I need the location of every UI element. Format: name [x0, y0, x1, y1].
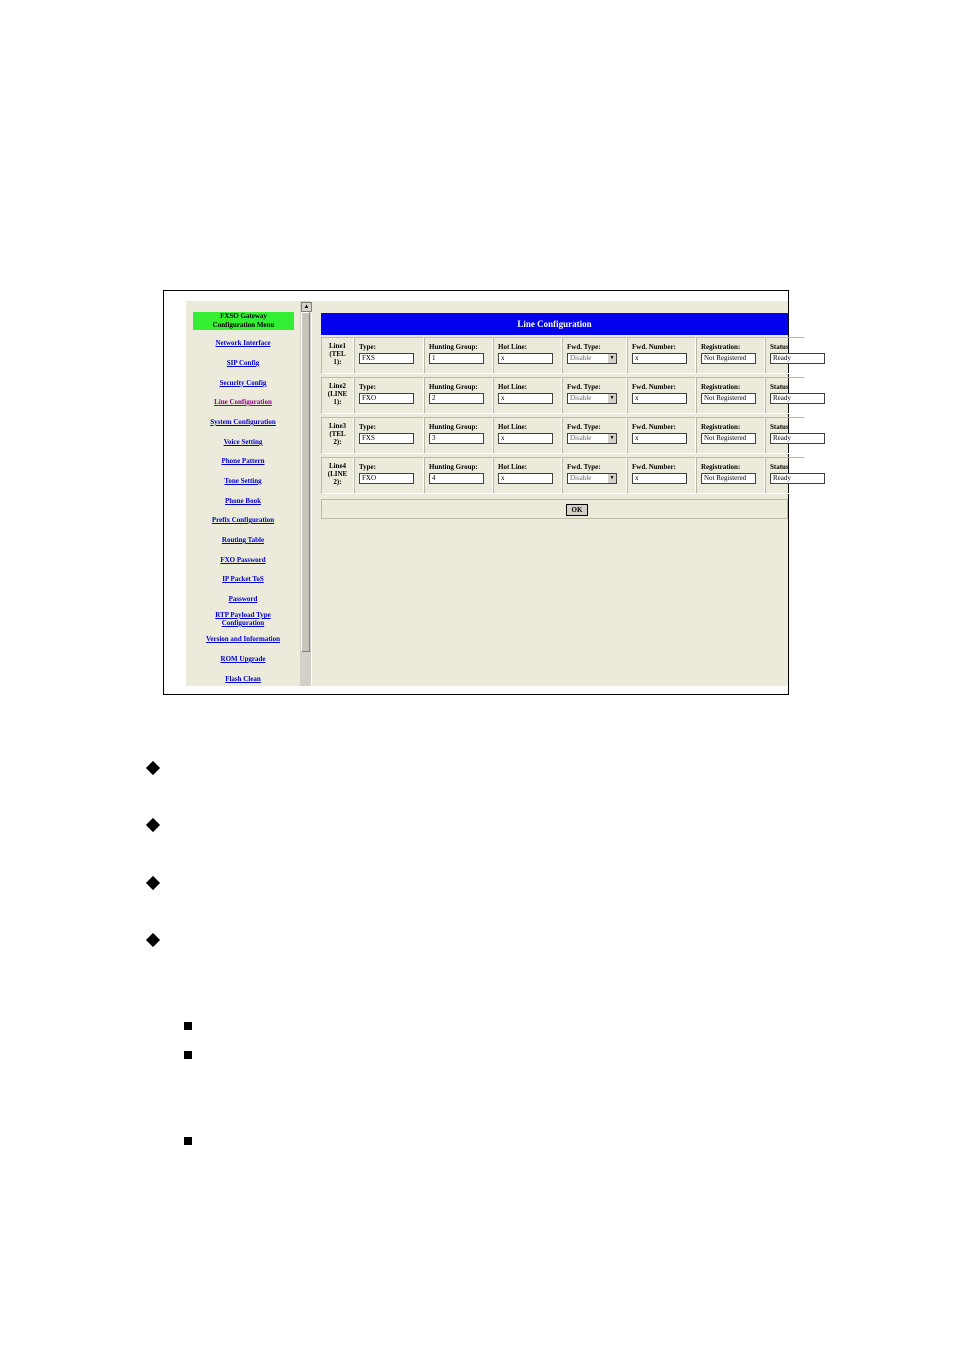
status-input: Ready: [770, 433, 825, 444]
registration-label: Registration:: [701, 463, 741, 471]
ok-button[interactable]: OK: [566, 504, 588, 516]
diamond-bullet-icon: [146, 876, 160, 890]
status-input: Ready: [770, 353, 825, 364]
menu-scrollbar[interactable]: [300, 301, 311, 686]
fwd-type-label: Fwd. Type:: [567, 463, 601, 471]
fwd-number-label: Fwd. Number:: [632, 383, 676, 391]
status-cell: [765, 337, 805, 374]
line-row: [321, 457, 791, 496]
hunting-group-cell: [424, 377, 493, 414]
registration-cell: [696, 457, 765, 494]
screenshot-frame: [163, 290, 789, 695]
registration-input: Not Registered: [701, 473, 756, 484]
diamond-bullet-icon: [146, 761, 160, 775]
fwd-type-select[interactable]: [567, 433, 617, 444]
registration-input: Not Registered: [701, 393, 756, 404]
chevron-down-icon[interactable]: ▼: [609, 356, 615, 361]
hot-line-cell: [493, 417, 562, 454]
hot-line-cell: [493, 457, 562, 494]
fwd-number-label: Fwd. Number:: [632, 343, 676, 351]
hot-line-cell: [493, 337, 562, 374]
chevron-down-icon[interactable]: ▼: [609, 476, 615, 481]
fwd-number-input[interactable]: x: [632, 353, 687, 364]
hot-line-label: Hot Line:: [498, 383, 527, 391]
status-input: Ready: [770, 473, 825, 484]
type-label: Type:: [359, 463, 376, 471]
menu-item-password[interactable]: Password: [228, 595, 258, 603]
fwd-type-label: Fwd. Type:: [567, 383, 601, 391]
hot-line-input[interactable]: x: [498, 353, 553, 364]
menu-item-sip-config[interactable]: SIP Config: [226, 359, 260, 367]
fwd-type-value: Disable: [570, 474, 592, 482]
type-input[interactable]: FXS: [359, 433, 414, 444]
hunting-group-label: Hunting Group:: [429, 463, 478, 471]
fwd-type-cell: [562, 377, 627, 414]
chevron-down-icon[interactable]: ▼: [609, 436, 615, 441]
hot-line-label: Hot Line:: [498, 343, 527, 351]
registration-label: Registration:: [701, 343, 741, 351]
hunting-group-input[interactable]: 2: [429, 393, 484, 404]
status-cell: [765, 457, 805, 494]
menu-item-system-configuration[interactable]: System Configuration: [210, 418, 276, 426]
fwd-type-cell: [562, 417, 627, 454]
registration-cell: [696, 377, 765, 414]
hot-line-input[interactable]: x: [498, 473, 553, 484]
fwd-number-cell: [627, 337, 696, 374]
line-configuration-panel: [312, 301, 791, 686]
type-input[interactable]: FXS: [359, 353, 414, 364]
registration-input: Not Registered: [701, 353, 756, 364]
menu-item-phone-book[interactable]: Phone Book: [225, 497, 261, 505]
line-name: Line2 (LINE 1):: [321, 377, 354, 414]
fwd-type-value: Disable: [570, 354, 592, 362]
line-row: [321, 377, 791, 416]
hunting-group-input[interactable]: 3: [429, 433, 484, 444]
registration-cell: [696, 417, 765, 454]
type-label: Type:: [359, 423, 376, 431]
registration-label: Registration:: [701, 383, 741, 391]
fwd-number-cell: [627, 457, 696, 494]
fwd-number-label: Fwd. Number:: [632, 463, 676, 471]
hot-line-input[interactable]: x: [498, 433, 553, 444]
menu-item-security-config[interactable]: Security Config: [219, 379, 267, 387]
type-cell: [354, 377, 424, 414]
fwd-number-cell: [627, 417, 696, 454]
hot-line-input[interactable]: x: [498, 393, 553, 404]
line-name: Line1 (TEL 1):: [321, 337, 354, 374]
menu-item-rom-upgrade[interactable]: ROM Upgrade: [220, 655, 266, 663]
menu-item-flash-clean[interactable]: Flash Clean: [225, 675, 261, 683]
registration-input: Not Registered: [701, 433, 756, 444]
status-label: Status: [770, 343, 789, 351]
menu-item-version-information[interactable]: Version and Information: [205, 635, 281, 643]
chevron-down-icon[interactable]: ▼: [609, 396, 615, 401]
menu-item-tone-setting[interactable]: Tone Setting: [224, 477, 262, 485]
fwd-type-label: Fwd. Type:: [567, 423, 601, 431]
status-label: Status: [770, 383, 789, 391]
scroll-thumb[interactable]: [301, 312, 310, 652]
config-menu: [186, 301, 300, 686]
menu-item-network-interface[interactable]: Network Interface: [215, 339, 271, 347]
hot-line-cell: [493, 377, 562, 414]
fwd-type-select[interactable]: [567, 473, 617, 484]
hunting-group-label: Hunting Group:: [429, 383, 478, 391]
square-bullet-icon: [184, 1051, 192, 1059]
fwd-type-select[interactable]: [567, 353, 617, 364]
line-name: Line4 (LINE 2):: [321, 457, 354, 494]
hunting-group-input[interactable]: 1: [429, 353, 484, 364]
hunting-group-cell: [424, 417, 493, 454]
menu-title: FXSO Gateway Configuration Menu: [193, 312, 294, 330]
line-row: [321, 417, 791, 456]
type-cell: [354, 337, 424, 374]
registration-label: Registration:: [701, 423, 741, 431]
menu-item-routing-table[interactable]: Routing Table: [221, 536, 265, 544]
diamond-bullet-icon: [146, 818, 160, 832]
fwd-number-input[interactable]: x: [632, 473, 687, 484]
status-label: Status: [770, 423, 789, 431]
menu-item-voice-setting[interactable]: Voice Setting: [223, 438, 263, 446]
type-cell: [354, 417, 424, 454]
fwd-number-input[interactable]: x: [632, 393, 687, 404]
type-cell: [354, 457, 424, 494]
type-label: Type:: [359, 343, 376, 351]
fwd-number-label: Fwd. Number:: [632, 423, 676, 431]
status-label: Status: [770, 463, 789, 471]
page-title: Line Configuration: [321, 313, 788, 335]
scroll-up-arrow-icon[interactable]: ▲: [301, 302, 312, 312]
fwd-type-cell: [562, 337, 627, 374]
fwd-type-value: Disable: [570, 434, 592, 442]
square-bullet-icon: [184, 1137, 192, 1145]
fwd-number-cell: [627, 377, 696, 414]
fwd-type-label: Fwd. Type:: [567, 343, 601, 351]
menu-item-fxo-password[interactable]: FXO Password: [220, 556, 266, 564]
hot-line-label: Hot Line:: [498, 423, 527, 431]
status-cell: [765, 377, 805, 414]
hunting-group-label: Hunting Group:: [429, 423, 478, 431]
menu-item-ip-packet-tos[interactable]: IP Packet ToS: [222, 575, 264, 583]
menu-item-phone-pattern[interactable]: Phone Pattern: [221, 457, 265, 465]
registration-cell: [696, 337, 765, 374]
square-bullet-icon: [184, 1022, 192, 1030]
fwd-type-select[interactable]: [567, 393, 617, 404]
fwd-type-value: Disable: [570, 394, 592, 402]
status-cell: [765, 417, 805, 454]
hot-line-label: Hot Line:: [498, 463, 527, 471]
hunting-group-input[interactable]: 4: [429, 473, 484, 484]
type-input[interactable]: FXO: [359, 393, 414, 404]
status-input: Ready: [770, 393, 825, 404]
fwd-type-cell: [562, 457, 627, 494]
line-row: [321, 337, 791, 376]
submit-row: [321, 499, 788, 519]
menu-item-line-configuration[interactable]: Line Configuration: [214, 398, 272, 406]
type-label: Type:: [359, 383, 376, 391]
hunting-group-cell: [424, 337, 493, 374]
fwd-number-input[interactable]: x: [632, 433, 687, 444]
menu-item-prefix-configuration[interactable]: Prefix Configuration: [211, 516, 275, 524]
hunting-group-cell: [424, 457, 493, 494]
diamond-bullet-icon: [146, 933, 160, 947]
line-name: Line3 (TEL 2):: [321, 417, 354, 454]
menu-item-rtp-payload-type[interactable]: RTP Payload Type Configuration: [215, 611, 271, 627]
type-input[interactable]: FXO: [359, 473, 414, 484]
hunting-group-label: Hunting Group:: [429, 343, 478, 351]
